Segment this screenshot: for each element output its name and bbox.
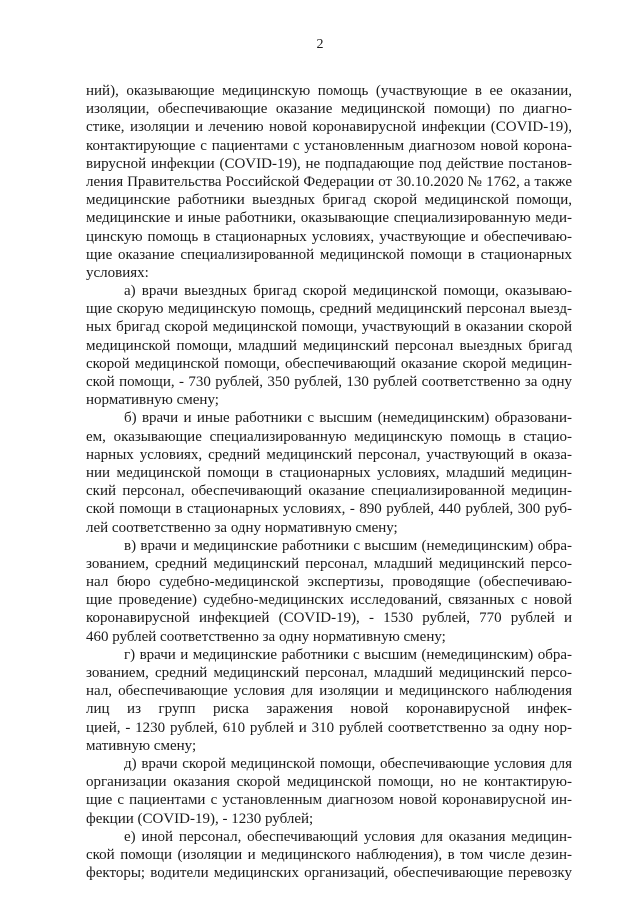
text-line: лей соответственно за одну нормативную смену; <box>86 519 398 536</box>
text-line: щие скорую медицинскую помощь, средний медицинский персонал выезд- <box>86 301 572 318</box>
text-line: в) врачи и медицинские работники с высшим (немедицинским) обра- <box>124 537 572 554</box>
text-line: а) врачи выездных бригад скорой медицинской помощи, оказываю- <box>124 283 572 300</box>
text-line: фекции (COVID-19), - 1230 рублей; <box>86 810 314 827</box>
text-line: лиц из групп риска заражения новой коронавирусной инфек- <box>86 701 572 718</box>
text-line: медицинские работники выездных бригад скорой медицинской помощи, <box>86 192 572 209</box>
text-line: нал, обеспечивающие условия для изоляции и медицинского наблюдения <box>86 683 572 700</box>
text-line: скорой медицинской помощи, обеспечивающий оказание скорой медицин- <box>86 355 572 372</box>
text-line: ем, оказывающие специализированную медицинскую помощь в стацио- <box>86 428 572 445</box>
page-number: 2 <box>316 37 324 52</box>
text-line: 460 рублей соответственно за одну нормативную смену; <box>86 628 446 645</box>
text-line: изоляции, обеспечивающие оказание медицинской помощи) по диагно- <box>86 101 572 118</box>
text-line: цинскую помощь в стационарных условиях, участвующие и обеспечиваю- <box>86 228 572 245</box>
text-line: щие с пациентами с установленным диагнозом новой коронавирусной ин- <box>86 792 572 809</box>
text-line: медицинские и иные работники, оказывающие специализированную меди- <box>86 210 572 227</box>
text-line: ний), оказывающие медицинскую помощь (участвующие в ее оказании, <box>86 83 572 99</box>
text-line: ский персонал, обеспечивающий оказание специализированной медицин- <box>86 483 572 500</box>
text-line: организации оказания скорой медицинской помощи, но не контактирую- <box>86 774 572 791</box>
text-line: нормативную смену; <box>86 392 219 409</box>
text-line: ных бригад скорой медицинской помощи, участвующий в оказании скорой <box>86 319 572 336</box>
text-line: нии медицинской помощи в стационарных условиях, младший медицин- <box>86 464 572 481</box>
text-line: мативную смену; <box>86 737 197 754</box>
text-line: б) врачи и иные работники с высшим (немедицинским) образовани- <box>124 410 572 427</box>
text-line: г) врачи и медицинские работники с высшим (немедицинским) обра- <box>124 646 572 663</box>
text-line: нал бюро судебно-медицинской экспертизы, проводящие (обеспечиваю- <box>86 574 572 591</box>
text-line: нарных условиях, средний медицинский персонал, участвующий в оказа- <box>86 446 572 463</box>
text-line: зованием, средний медицинский персонал, младший медицинский персо- <box>86 555 572 572</box>
document-body <box>86 82 572 882</box>
text-line: зованием, средний медицинский персонал, младший медицинский персо- <box>86 665 572 681</box>
text-line: щие проведение) судебно-медицинских исследований, связанных с новой <box>86 592 572 609</box>
text-line: фекторы; водители медицинских организаций, обеспечивающие перевозку <box>86 865 572 882</box>
text-line: условиях: <box>86 264 149 281</box>
text-line: цией, - 1230 рублей, 610 рублей и 310 рублей соответственно за одну нор- <box>86 719 572 736</box>
text-line: ления Правительства Российской Федерации от 30.10.2020 № 1762, а также <box>86 173 572 190</box>
text-line: стике, изоляции и лечению новой коронавирусной инфекции (COVID-19), <box>86 119 572 136</box>
text-line: вирусной инфекции (COVID-19), не подпадающие под действие постанов- <box>86 155 572 172</box>
text-line: медицинской помощи, младший медицинский персонал выездных бригад <box>86 337 572 354</box>
text-line: ской помощи в стационарных условиях, - 890 рублей, 440 рублей, 300 руб- <box>86 501 572 518</box>
text-line: е) иной персонал, обеспечивающий условия для оказания медицин- <box>124 828 572 845</box>
text-line: д) врачи скорой медицинской помощи, обеспечивающие условия для <box>124 755 572 772</box>
text-line: ской помощи, - 730 рублей, 350 рублей, 130 рублей соответственно за одну <box>86 374 572 390</box>
text-line: щие оказание специализированной медицинской помощи в стационарных <box>86 246 572 263</box>
text-line: ской помощи (изоляции и медицинского наблюдения), в том числе дезин- <box>86 846 572 863</box>
text-line: коронавирусной инфекцией (COVID-19), - 1530 рублей, 770 рублей и <box>86 610 572 627</box>
text-line: контактирующие с пациентами с установленным диагнозом новой корона- <box>86 137 572 154</box>
